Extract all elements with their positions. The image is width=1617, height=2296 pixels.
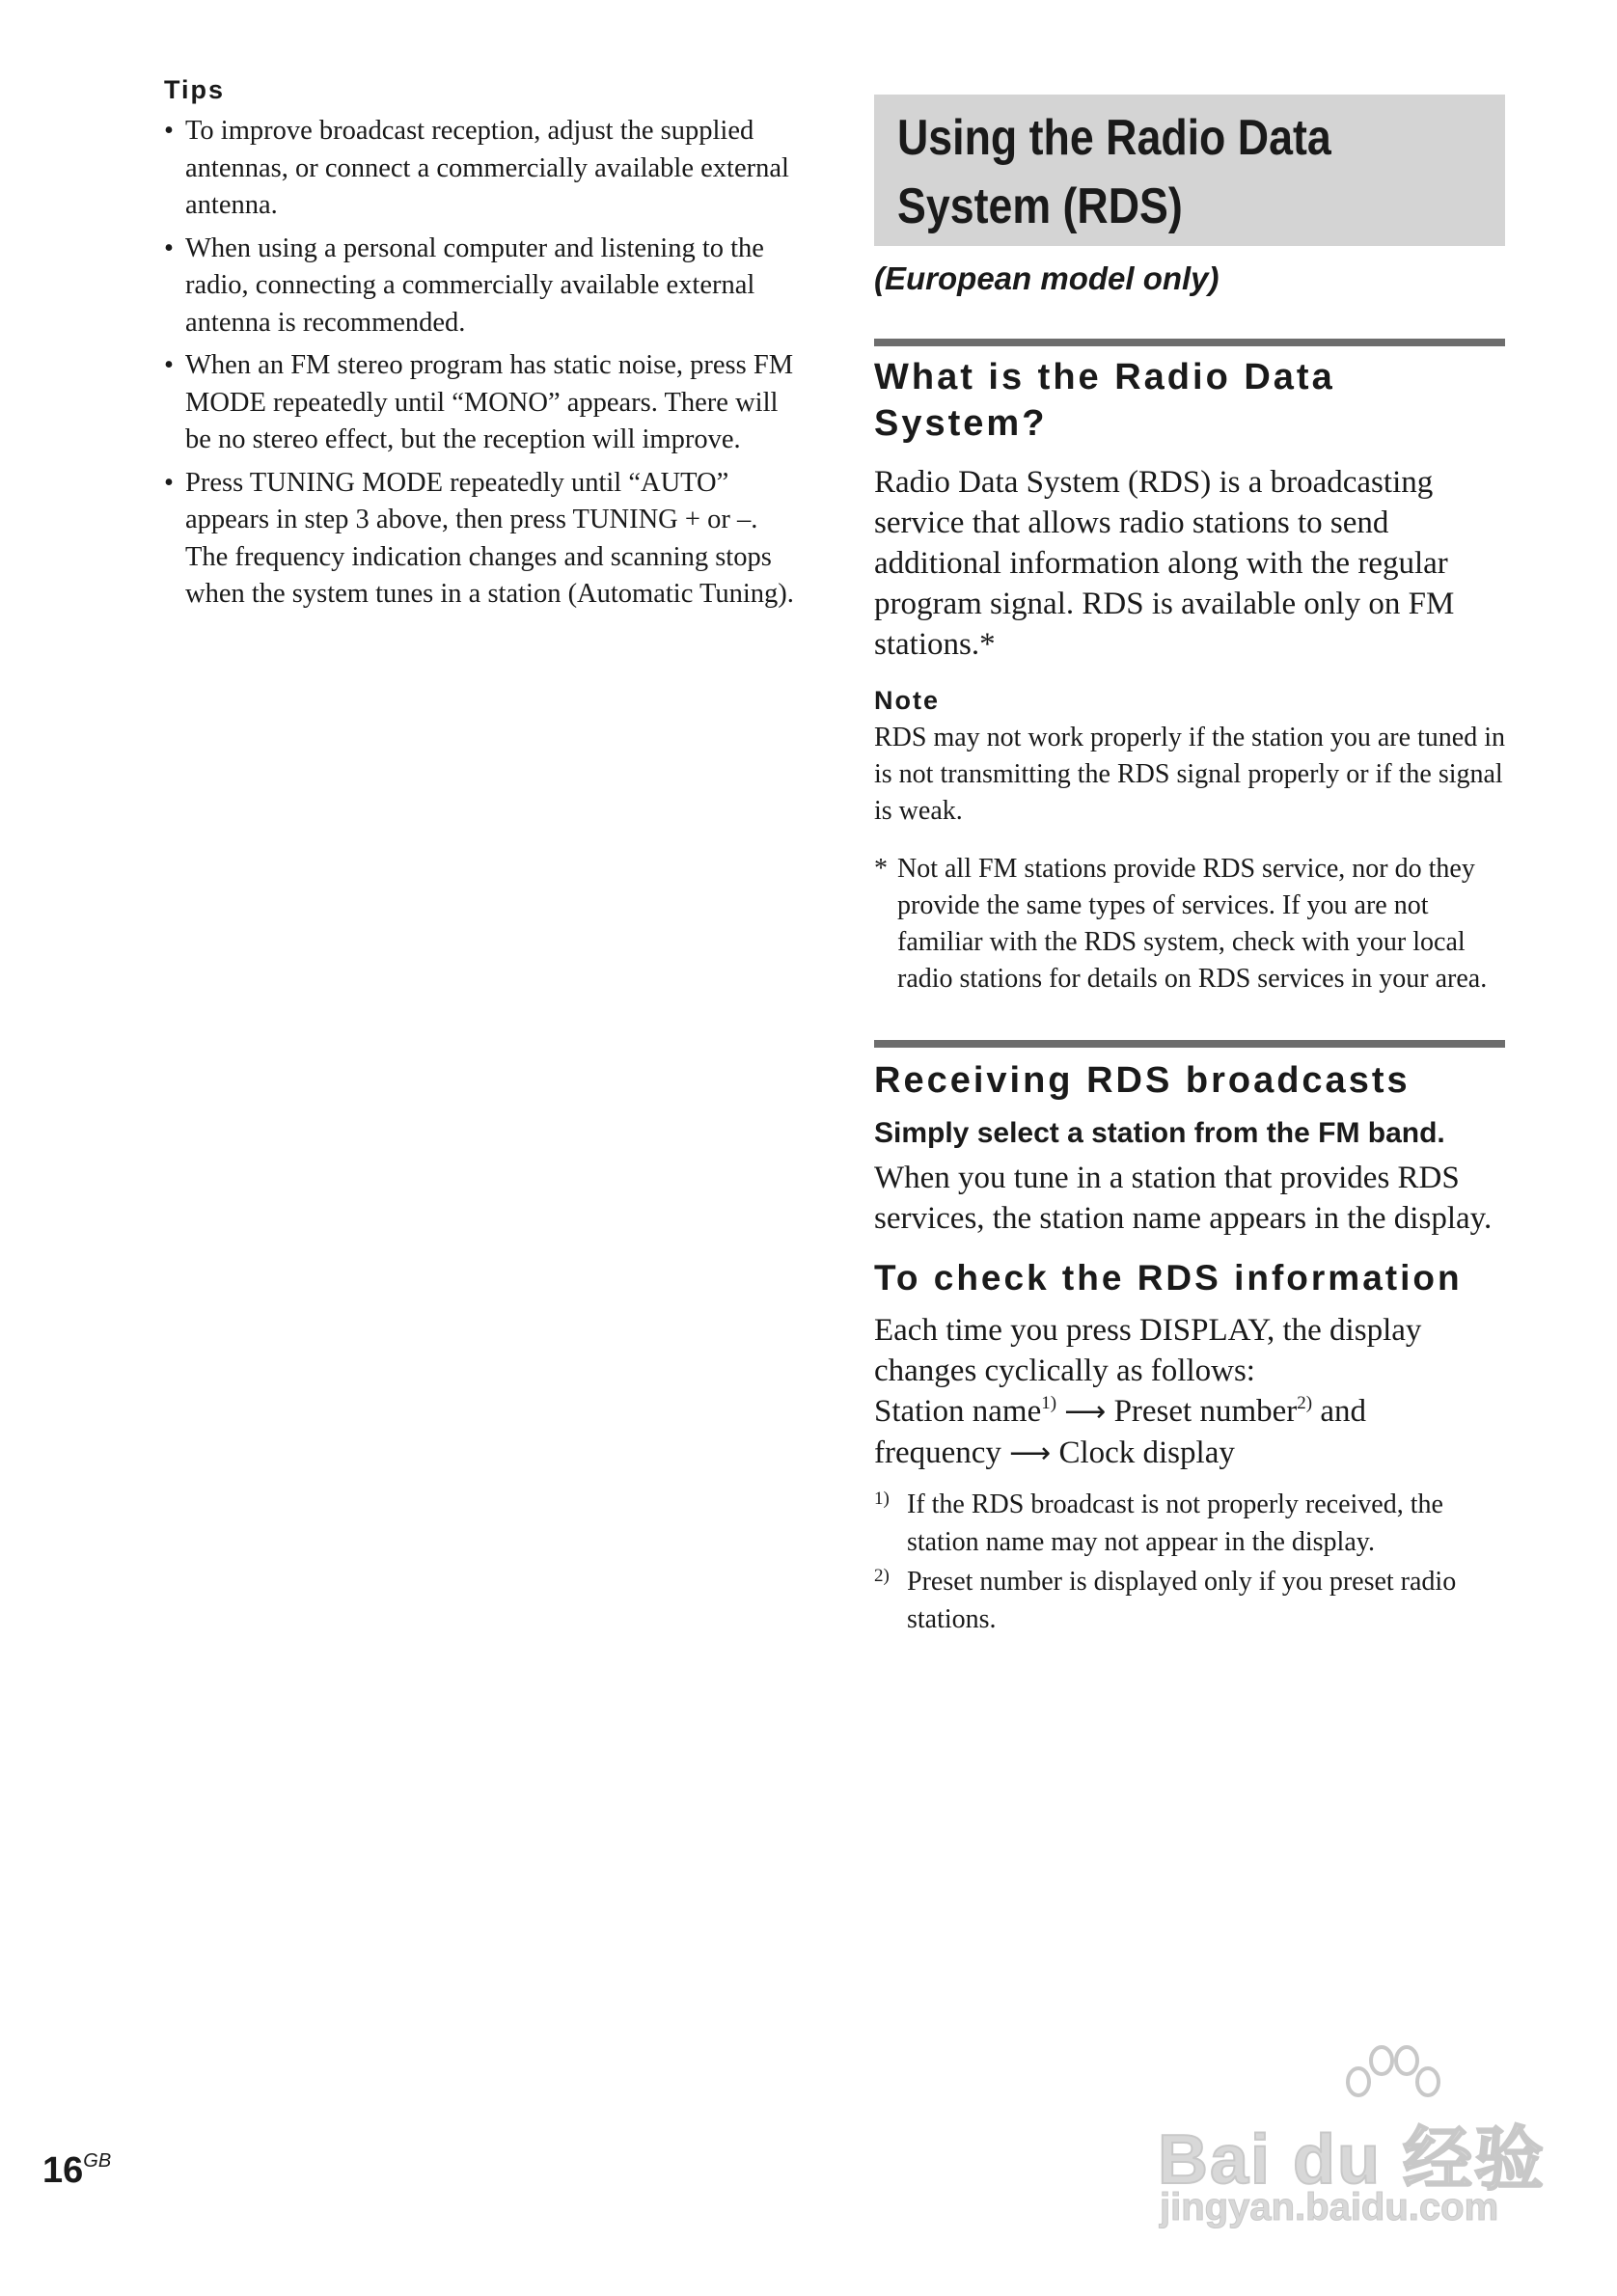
numbered-note (874, 1486, 1505, 1561)
chapter-title-line1: Using the Radio Data (897, 110, 1331, 166)
chapter-title-box (874, 95, 1505, 246)
page-number-value: 16 (42, 2150, 84, 2191)
what-is-rds-heading (874, 354, 1505, 447)
tip-item: • Press TUNING MODE repeatedly until “AUTO” appears in step 3 above, then press TUNING + or –. The frequency indication changes and scanning stops when the system tunes in a station (Automatic Tuning). (164, 465, 801, 614)
cycle-clock-display: Clock display (1058, 1435, 1235, 1470)
note-mark: 2) (874, 1566, 890, 1586)
chapter-subtitle: (European model only) (874, 260, 1220, 296)
footnote-asterisk: * (874, 854, 888, 884)
what-is-rds-heading-line2: System? (874, 403, 1048, 444)
tips-heading: Tips (164, 75, 226, 104)
what-is-rds-body: Radio Data System (RDS) is a broadcasting service that allows radio stations to send additional information along with the regular program signal. RDS is available only on FM stations.* (874, 465, 1455, 662)
cycle-station-name: Station name (874, 1394, 1042, 1429)
page-number (42, 2140, 111, 2192)
page-number-suffix: GB (83, 2150, 112, 2172)
chapter-title-line2: System (RDS) (897, 178, 1183, 234)
note-mark: 1) (874, 1489, 890, 1509)
display-cycle (874, 1391, 1505, 1474)
cycle-frequency: frequency (874, 1435, 1001, 1470)
footnote-text: Not all FM stations provide RDS service, nor do they provide the same types of services. If you are not familiar with the RDS system, check with your local radio stations for details on RDS services in your area. (897, 854, 1488, 994)
what-is-rds-heading-line1: What is the Radio Data (874, 357, 1335, 397)
baidu-watermark (1138, 2043, 1563, 2228)
check-rds-intro: Each time you press DISPLAY, the display changes cyclically as follows: (874, 1313, 1422, 1388)
receiving-rds-heading: Receiving RDS broadcasts (874, 1060, 1411, 1101)
tip-item: • When an FM stereo program has static noise, press FM MODE repeatedly until “MONO” appears. There will be no stereo effect, but the reception will improve. (164, 347, 801, 459)
numbered-note (874, 1563, 1505, 1638)
note-text: If the RDS broadcast is not properly received, the station name may not appear in the display. (907, 1490, 1443, 1557)
note-text: Preset number is displayed only if you preset radio stations. (907, 1567, 1457, 1634)
chapter-title (897, 104, 1400, 241)
tips-list (164, 113, 801, 614)
rds-footnote (874, 851, 1505, 998)
cycle-preset-sup: 2) (1297, 1393, 1313, 1413)
right-arrow-icon: ⟶ (1064, 1395, 1107, 1429)
watermark-url: jingyan.baidu.com (1160, 2186, 1499, 2228)
rds-section (874, 95, 1505, 1640)
cycle-and: and (1320, 1394, 1366, 1429)
cycle-preset-number: Preset number (1113, 1394, 1298, 1429)
check-rds-heading: To check the RDS information (874, 1258, 1463, 1298)
section-divider (874, 339, 1505, 346)
tip-item: • To improve broadcast reception, adjust the supplied antennas, or connect a commercially available external antenna. (164, 113, 801, 225)
tips-section (164, 75, 801, 619)
cycle-station-sup: 1) (1041, 1393, 1057, 1413)
right-arrow-icon: ⟶ (1009, 1436, 1052, 1470)
section-divider (874, 1040, 1505, 1048)
receiving-rds-subheading: Simply select a station from the FM band. (874, 1117, 1445, 1149)
watermark-brand: Bai du 经验 (1158, 2121, 1547, 2199)
receiving-rds-body: When you tune in a station that provides RDS services, the station name appears in the display. (874, 1161, 1493, 1236)
tip-item: • When using a personal computer and listening to the radio, connecting a commercially available external antenna is recommended. (164, 231, 801, 342)
note-heading: Note (874, 686, 940, 715)
note-body: RDS may not work properly if the station you are tuned in is not transmitting the RDS signal properly or if the signal is weak. (874, 723, 1505, 826)
